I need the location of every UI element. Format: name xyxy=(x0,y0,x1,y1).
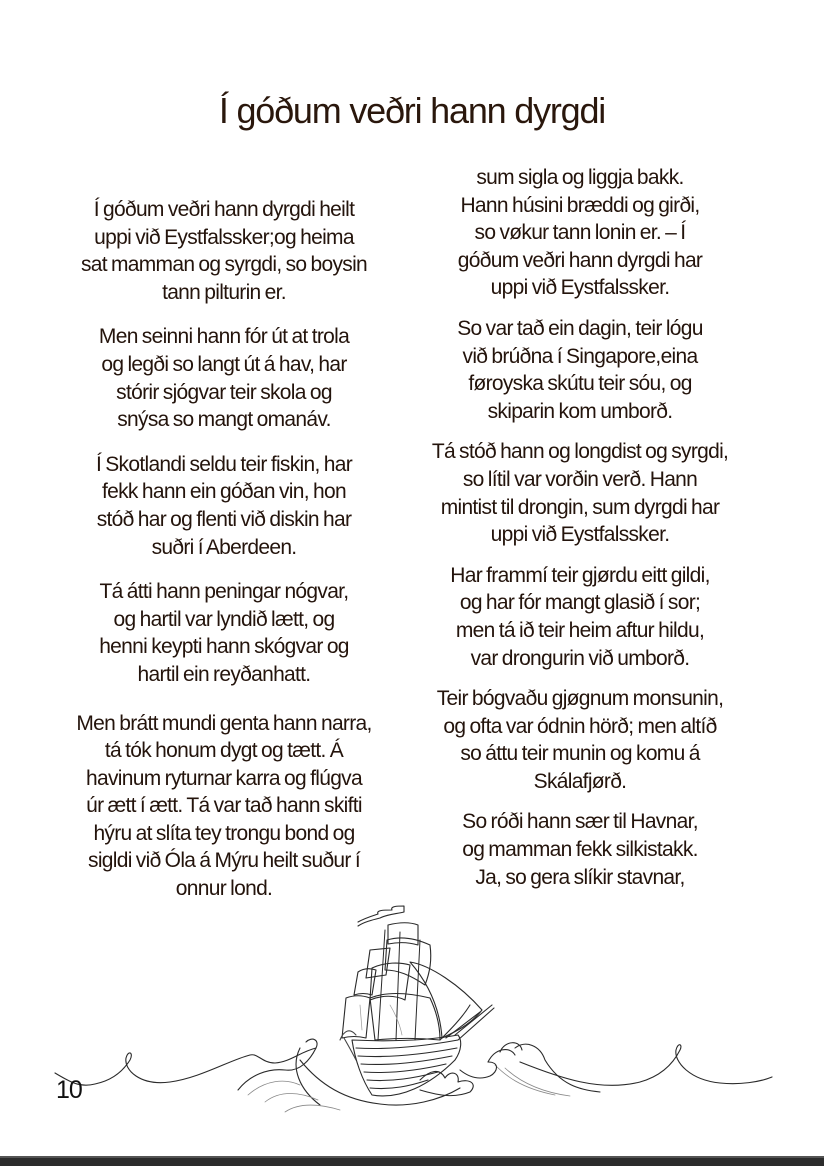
poem-line: Tá stóð hann og longdist og syrgdi, xyxy=(431,440,729,464)
poem-line: Har frammí teir gjørdu eitt gildi, xyxy=(450,563,710,587)
poem-line: stóð har og flenti við diskin har xyxy=(96,507,352,531)
wave-line-left xyxy=(55,1048,316,1085)
stanza xyxy=(48,323,400,433)
poem-line: hartil ein reyðanhatt. xyxy=(137,662,311,686)
poem-line: Hann húsini bræddi og girði, xyxy=(460,193,700,217)
poem-line: Skálafjørð. xyxy=(533,769,627,793)
poem-line: uppi við Eystfalssker. xyxy=(490,276,670,300)
poem-line: og legði so langt út á hav, har xyxy=(101,352,347,376)
page-title: Í góðum veðri hann dyrgdi xyxy=(218,90,606,132)
poem-line: stórir sjógvar teir skola og xyxy=(116,380,332,404)
poem-line: góðum veðri hann dyrgdi har xyxy=(457,248,703,272)
page-number: 10 xyxy=(56,1076,82,1104)
stanza xyxy=(404,808,756,891)
stanza xyxy=(48,578,400,688)
poem-line: Men seinni hann fór út at trola xyxy=(98,325,350,349)
stanza xyxy=(48,451,400,561)
stanza xyxy=(404,438,756,548)
ship-hull xyxy=(352,1035,461,1096)
poem-line: úr ætt í ætt. Tá var tað hann skifti xyxy=(86,794,362,818)
poem-right-column xyxy=(404,164,756,891)
poem-line: sat mamman og syrgdi, so boysin xyxy=(80,253,368,277)
stanza xyxy=(404,685,756,795)
poem-line: við brúðna í Singapore,eina xyxy=(462,344,698,368)
poem-line: Tá átti hann peningar nógvar, xyxy=(99,580,349,604)
stanza xyxy=(404,562,756,672)
poem-line: og ofta var ódnin hörð; men altíð xyxy=(443,714,717,738)
poem-line: skiparin kom umborð. xyxy=(487,399,673,423)
poem-line: so lítil var vorðin verð. Hann xyxy=(462,467,698,491)
poem-line: tann pilturin er. xyxy=(162,280,286,304)
wave-line-right xyxy=(520,1045,772,1086)
poem-line: snýsa so mangt omanáv. xyxy=(117,408,331,432)
poem-line: Men brátt mundi genta hann narra, xyxy=(76,711,372,735)
poem-line: Í góðum veðri hann dyrgdi heilt xyxy=(93,198,355,221)
stanza xyxy=(404,315,756,425)
poem-line: uppi við Eystfalssker;og heima xyxy=(94,225,354,249)
poem-line: so áttu teir munin og komu á xyxy=(460,742,700,766)
sailing-ship-illustration xyxy=(0,900,824,1140)
stanza xyxy=(404,164,756,302)
poem-line: So var tað ein dagin, teir lógu xyxy=(457,316,703,340)
poem-line: uppi við Eystfalssker. xyxy=(490,523,670,547)
poem-line: Í Skotlandi seldu teir fiskin, har xyxy=(95,452,352,476)
poem-line: suðri í Aberdeen. xyxy=(151,535,297,559)
poem-line: so vøkur tann lonin er. – Í xyxy=(474,221,686,245)
poem-line: og har fór mangt glasið í sor; xyxy=(459,591,701,615)
poem-line: sigldi við Óla á Mýru heilt suður í xyxy=(88,849,360,873)
poem-line: og mamman fekk silkistakk. xyxy=(462,838,698,862)
poem-line: tá tók honum dygt og tætt. Á xyxy=(104,739,344,763)
poem-line: fekk hann ein góðan vin, hon xyxy=(102,480,346,504)
stanza xyxy=(48,710,400,903)
poem-line: henni keypti hann skógvar og xyxy=(99,635,349,659)
poem-line: og hartil var lyndið lætt, og xyxy=(113,607,335,631)
poem-line: mintist til drongin, sum dyrgdi har xyxy=(440,495,720,519)
poem-line: Ja, so gera slíkir stavnar, xyxy=(475,865,685,889)
poem-line: men tá ið teir heim aftur hildu, xyxy=(455,618,705,642)
poem-left-column xyxy=(48,196,400,903)
poem-line: føroyska skútu teir sóu, og xyxy=(468,372,692,396)
poem-line: So róði hann sær til Havnar, xyxy=(462,810,698,834)
poem-line: Teir bógvaðu gjøgnum monsunin, xyxy=(436,687,724,711)
poem-line: hýru at slíta tey trongu bond og xyxy=(93,821,355,845)
poem-line: var drongurin við umborð. xyxy=(470,646,690,670)
poem-line: havinum ryturnar karra og flúgva xyxy=(86,766,362,790)
poem-line: sum sigla og liggja bakk. xyxy=(476,166,684,189)
viewer-bottom-edge xyxy=(0,1156,824,1166)
poem-line: onnur lond. xyxy=(175,877,273,901)
stanza xyxy=(48,196,400,306)
